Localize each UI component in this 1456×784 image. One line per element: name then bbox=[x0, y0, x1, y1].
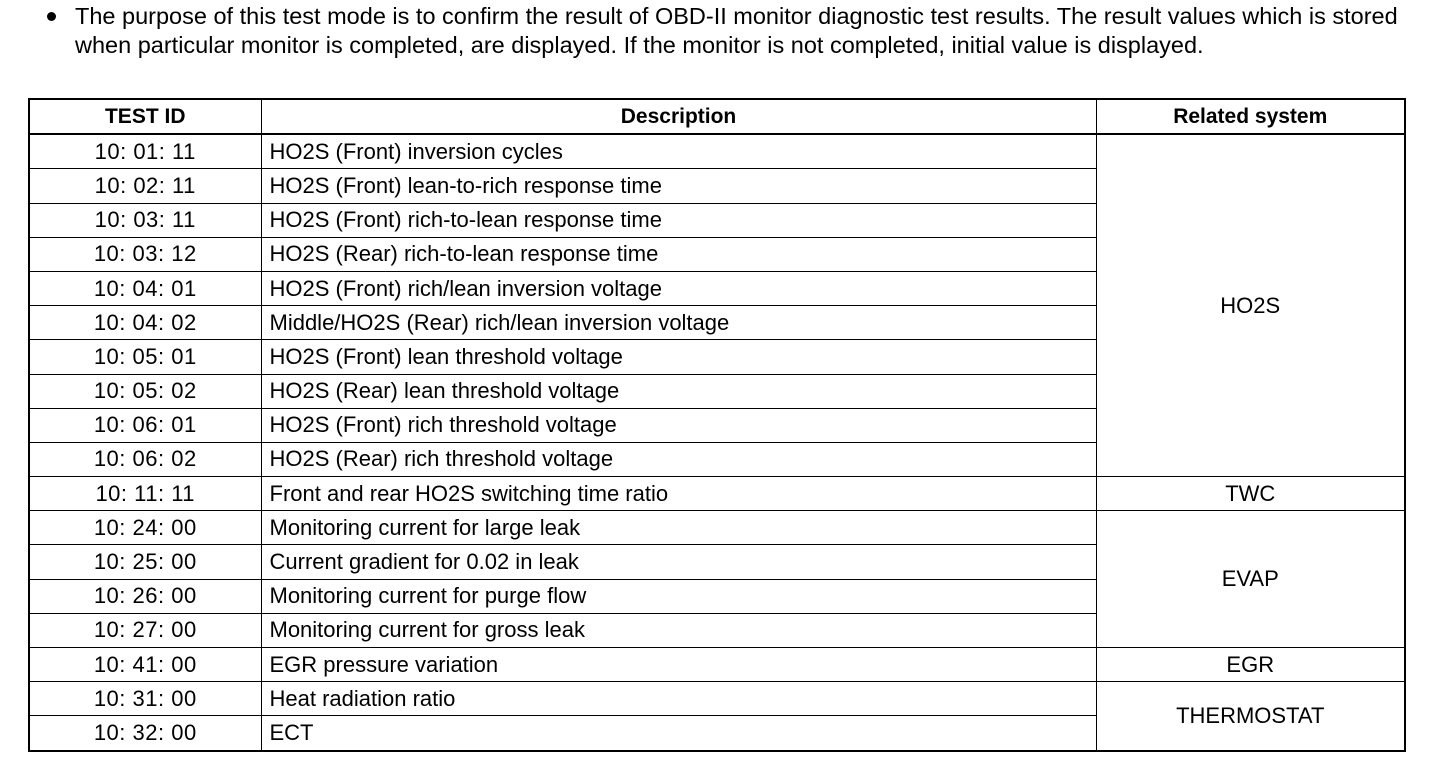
test-id-cell: 10: 01: 11 bbox=[29, 134, 261, 169]
test-id-cell: 10: 05: 01 bbox=[29, 340, 261, 374]
description-cell: HO2S (Rear) rich threshold voltage bbox=[261, 442, 1096, 476]
table-row bbox=[29, 682, 1405, 716]
description-cell: HO2S (Rear) lean threshold voltage bbox=[261, 374, 1096, 408]
description-cell: HO2S (Front) rich-to-lean response time bbox=[261, 203, 1096, 237]
related-system-cell: EGR bbox=[1096, 648, 1405, 682]
test-id-cell: 10: 02: 11 bbox=[29, 169, 261, 203]
description-cell: HO2S (Rear) rich-to-lean response time bbox=[261, 237, 1096, 271]
table-row bbox=[29, 511, 1405, 545]
description-cell: EGR pressure variation bbox=[261, 648, 1096, 682]
description-cell: HO2S (Front) lean-to-rich response time bbox=[261, 169, 1096, 203]
description-cell: HO2S (Front) rich threshold voltage bbox=[261, 408, 1096, 442]
test-id-cell: 10: 06: 02 bbox=[29, 442, 261, 476]
test-id-cell: 10: 27: 00 bbox=[29, 613, 261, 647]
header-related-system: Related system bbox=[1096, 99, 1405, 134]
header-description: Description bbox=[261, 99, 1096, 134]
header-test-id: TEST ID bbox=[29, 99, 261, 134]
table-header-row bbox=[29, 99, 1405, 134]
description-cell: Monitoring current for large leak bbox=[261, 511, 1096, 545]
test-id-cell: 10: 25: 00 bbox=[29, 545, 261, 579]
related-system-cell: THERMOSTAT bbox=[1096, 682, 1405, 751]
test-id-cell: 10: 41: 00 bbox=[29, 648, 261, 682]
test-id-cell: 10: 11: 11 bbox=[29, 477, 261, 511]
table-row bbox=[29, 477, 1405, 511]
description-cell: Current gradient for 0.02 in leak bbox=[261, 545, 1096, 579]
description-cell: HO2S (Front) lean threshold voltage bbox=[261, 340, 1096, 374]
description-cell: ECT bbox=[261, 716, 1096, 751]
test-id-cell: 10: 32: 00 bbox=[29, 716, 261, 751]
description-cell: HO2S (Front) rich/lean inversion voltage bbox=[261, 271, 1096, 305]
table-row bbox=[29, 134, 1405, 169]
test-id-cell: 10: 04: 01 bbox=[29, 271, 261, 305]
related-system-cell: TWC bbox=[1096, 477, 1405, 511]
description-cell: Middle/HO2S (Rear) rich/lean inversion voltage bbox=[261, 306, 1096, 340]
test-id-cell: 10: 04: 02 bbox=[29, 306, 261, 340]
test-id-cell: 10: 31: 00 bbox=[29, 682, 261, 716]
bullet-icon bbox=[36, 2, 66, 31]
test-id-cell: 10: 06: 01 bbox=[29, 408, 261, 442]
related-system-cell: HO2S bbox=[1096, 134, 1405, 476]
intro-text: The purpose of this test mode is to confirm the result of OBD-II monitor diagnostic test results. The result values which is stored when particular monitor is completed, are displayed. If the monitor is not completed, initial value is displayed. bbox=[75, 3, 1398, 58]
related-system-cell: EVAP bbox=[1096, 511, 1405, 648]
test-results-table bbox=[28, 98, 1406, 752]
description-cell: HO2S (Front) inversion cycles bbox=[261, 134, 1096, 169]
description-cell: Heat radiation ratio bbox=[261, 682, 1096, 716]
test-id-cell: 10: 26: 00 bbox=[29, 579, 261, 613]
test-id-cell: 10: 05: 02 bbox=[29, 374, 261, 408]
test-id-cell: 10: 03: 12 bbox=[29, 237, 261, 271]
test-id-cell: 10: 03: 11 bbox=[29, 203, 261, 237]
description-cell: Monitoring current for purge flow bbox=[261, 579, 1096, 613]
table-row bbox=[29, 648, 1405, 682]
test-id-cell: 10: 24: 00 bbox=[29, 511, 261, 545]
description-cell: Monitoring current for gross leak bbox=[261, 613, 1096, 647]
description-cell: Front and rear HO2S switching time ratio bbox=[261, 477, 1096, 511]
